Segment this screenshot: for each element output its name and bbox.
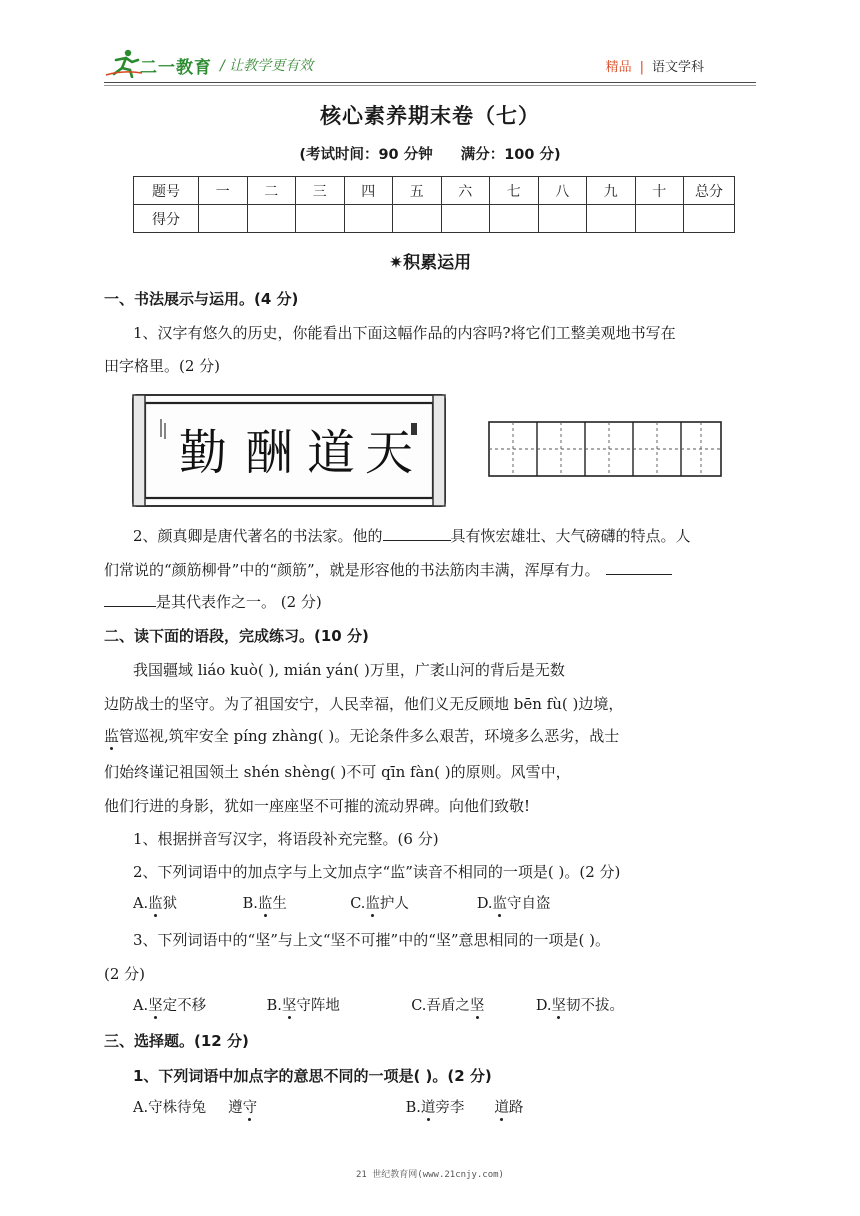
table-cell: 得分 <box>134 205 199 233</box>
calligraphy-glyph: 勤 <box>178 425 228 481</box>
option-prefix: C.吾盾之 <box>411 998 470 1014</box>
brand-tags <box>606 56 704 75</box>
subject-tag: 语文学科 <box>651 60 704 75</box>
dotted-char: 监 <box>104 727 120 745</box>
score-entry-cell[interactable] <box>490 205 539 233</box>
text-span: 2、颜真卿是唐代著名的书法家。他的 <box>133 527 383 545</box>
option-suffix: 狱 <box>162 896 178 912</box>
logo <box>104 48 224 80</box>
option-suffix: 守自盗 <box>507 896 551 912</box>
option-a[interactable] <box>133 894 238 914</box>
answer-blank[interactable] <box>606 560 672 575</box>
option-b[interactable] <box>267 996 407 1016</box>
score-table <box>133 176 735 233</box>
option-prefix: A. <box>133 896 149 912</box>
score-entry-cell[interactable] <box>199 205 248 233</box>
word: 路 <box>508 1100 524 1116</box>
tianzige-writing-grid[interactable] <box>488 421 722 477</box>
part2-q1: 1、根据拼音写汉字，将语段补充完整。(6 分) <box>133 830 439 848</box>
passage-line <box>104 726 619 746</box>
option-prefix: B. <box>242 896 258 912</box>
score-entry-cell[interactable] <box>296 205 345 233</box>
option-suffix: 护人 <box>379 896 409 912</box>
score-entry-cell[interactable] <box>247 205 296 233</box>
option-b[interactable] <box>406 1098 524 1118</box>
dotted-char: 坚 <box>148 998 163 1014</box>
header-divider-thin <box>104 85 756 86</box>
option-suffix: 生 <box>272 896 287 912</box>
score-entry-cell[interactable] <box>635 205 684 233</box>
calligraphy-glyph: 天 <box>364 425 414 481</box>
score-entry-cell[interactable] <box>684 205 735 233</box>
exam-info <box>0 143 860 164</box>
part2-q2: 2、下列词语中的加点字与上文加点字“监”读音不相同的一项是( )。(2 分) <box>133 863 621 881</box>
table-cell: 一 <box>199 177 248 205</box>
logo-text: 二一教育 <box>140 58 212 78</box>
passage-line: 他们行进的身影，犹如一座座坚不可摧的流动界碑。向他们致敬! <box>104 797 531 815</box>
option-a[interactable] <box>133 996 262 1016</box>
option-d[interactable] <box>477 894 551 914</box>
answer-blank[interactable] <box>104 592 156 607</box>
exam-time: (考试时间：90 分钟 <box>299 147 433 163</box>
text-span: 管巡视,筑牢安全 píng zhàng( )。无论条件多么艰苦，环境多么恶劣，战士 <box>119 727 620 745</box>
part1-q1-line2: 田字格里。(2 分) <box>104 357 221 375</box>
premium-tag: 精品 <box>605 60 632 75</box>
part2-q2-options <box>133 894 551 914</box>
table-cell: 八 <box>538 177 587 205</box>
option-d[interactable] <box>536 996 624 1016</box>
option-suffix: 定不移 <box>162 998 207 1014</box>
passage-line: 我国疆域 liáo kuò( ), mián yán( )万里，广袤山河的背后是无数 <box>133 661 565 679</box>
option-b[interactable] <box>243 894 346 914</box>
score-entry-cell[interactable] <box>344 205 393 233</box>
table-cell: 四 <box>344 177 393 205</box>
score-table-score-row <box>134 205 735 233</box>
option-prefix: A. <box>133 998 149 1014</box>
section-title: ✷积累运用 <box>388 253 472 273</box>
answer-blank[interactable] <box>383 526 451 541</box>
part2-q3-line1: 3、下列词语中的“坚”与上文“坚不可摧”中的“坚”意思相同的一项是( )。 <box>133 931 611 949</box>
part1-q2-line3 <box>104 592 322 612</box>
score-entry-cell[interactable] <box>441 205 490 233</box>
table-cell: 题号 <box>134 177 199 205</box>
option-prefix: C. <box>350 896 366 912</box>
table-cell: 六 <box>441 177 490 205</box>
word: 遵 <box>228 1100 243 1116</box>
option-prefix: D. <box>535 998 552 1014</box>
option-prefix: B. <box>266 998 282 1014</box>
dotted-char: 守 <box>242 1100 258 1116</box>
tag-separator: | <box>639 60 644 75</box>
option-c[interactable] <box>350 894 472 914</box>
exam-full-score: 满分：100 分) <box>460 147 561 163</box>
score-entry-cell[interactable] <box>393 205 442 233</box>
part2-heading: 二、读下面的语段，完成练习。(10 分) <box>104 627 369 645</box>
part3-q1: 1、下列词语中加点字的意思不同的一项是( )。(2 分) <box>133 1067 492 1085</box>
dotted-char: 道 <box>494 1100 509 1116</box>
table-cell: 七 <box>490 177 539 205</box>
page-header <box>0 0 860 90</box>
dotted-char: 坚 <box>551 998 567 1014</box>
option-a[interactable] <box>133 1098 401 1118</box>
part3-heading: 三、选择题。(12 分) <box>104 1032 249 1050</box>
part2-q3-line2: (2 分) <box>104 965 146 983</box>
table-cell: 三 <box>296 177 345 205</box>
part1-q2-line1 <box>133 526 691 546</box>
dotted-char: 监 <box>257 896 273 912</box>
option-c[interactable] <box>411 996 531 1016</box>
table-cell: 二 <box>247 177 296 205</box>
option-prefix: A. <box>133 1100 149 1116</box>
passage-line: 边防战士的坚守。为了祖国安宁，人民幸福，他们义无反顾地 bēn fù( )边境， <box>104 695 624 713</box>
dotted-char: 监 <box>148 896 163 912</box>
part3-q1-options <box>133 1098 523 1118</box>
table-cell: 九 <box>587 177 636 205</box>
score-entry-cell[interactable] <box>538 205 587 233</box>
option-suffix: 韧不拔。 <box>566 998 625 1014</box>
option-suffix: 守阵地 <box>296 998 340 1014</box>
dotted-char: 坚 <box>469 998 485 1014</box>
part1-q2-line2 <box>104 560 672 580</box>
slogan: / 让教学更有效 <box>220 58 314 74</box>
calligraphy-glyph: 酬 <box>244 425 294 481</box>
page-title: 核心素养期末卷（七） <box>320 104 540 128</box>
text-span: 是其代表作之一。 (2 分) <box>156 593 322 611</box>
option-prefix: D. <box>476 896 493 912</box>
text-span: 们常说的“颜筋柳骨”中的“颜筋”，就是形容他的书法筋肉丰满，浑厚有力。 <box>104 561 600 579</box>
word: 守株待兔 <box>148 1100 207 1116</box>
score-entry-cell[interactable] <box>587 205 636 233</box>
option-prefix: B. <box>405 1100 421 1116</box>
word: 旁李 <box>435 1100 465 1116</box>
dotted-char: 坚 <box>281 998 297 1014</box>
runner-logo-icon <box>104 48 144 78</box>
text-span: 具有恢宏雄壮、大气磅礴的特点。人 <box>450 527 691 545</box>
score-table-header-row <box>134 177 735 205</box>
header-divider <box>104 82 756 83</box>
page-footer: 21 世纪教育网(www.21cnjy.com) <box>356 1170 504 1180</box>
part2-q3-options <box>133 996 624 1016</box>
passage-line: 们始终谨记祖国领土 shén shèng( )不可 qīn fàn( )的原则。风雪中， <box>104 763 571 781</box>
part1-q1-line1: 1、汉字有悠久的历史，你能看出下面这幅作品的内容吗?将它们工整美观地书写在 <box>133 324 676 342</box>
table-cell: 总分 <box>684 177 735 205</box>
table-cell: 五 <box>393 177 442 205</box>
dotted-char: 监 <box>492 896 508 912</box>
table-cell: 十 <box>635 177 684 205</box>
dotted-char: 道 <box>420 1100 436 1116</box>
calligraphy-glyph: 道 <box>306 425 356 481</box>
part1-heading: 一、书法展示与运用。(4 分) <box>104 290 299 308</box>
calligraphy-scroll-image <box>131 393 447 508</box>
dotted-char: 监 <box>365 896 380 912</box>
